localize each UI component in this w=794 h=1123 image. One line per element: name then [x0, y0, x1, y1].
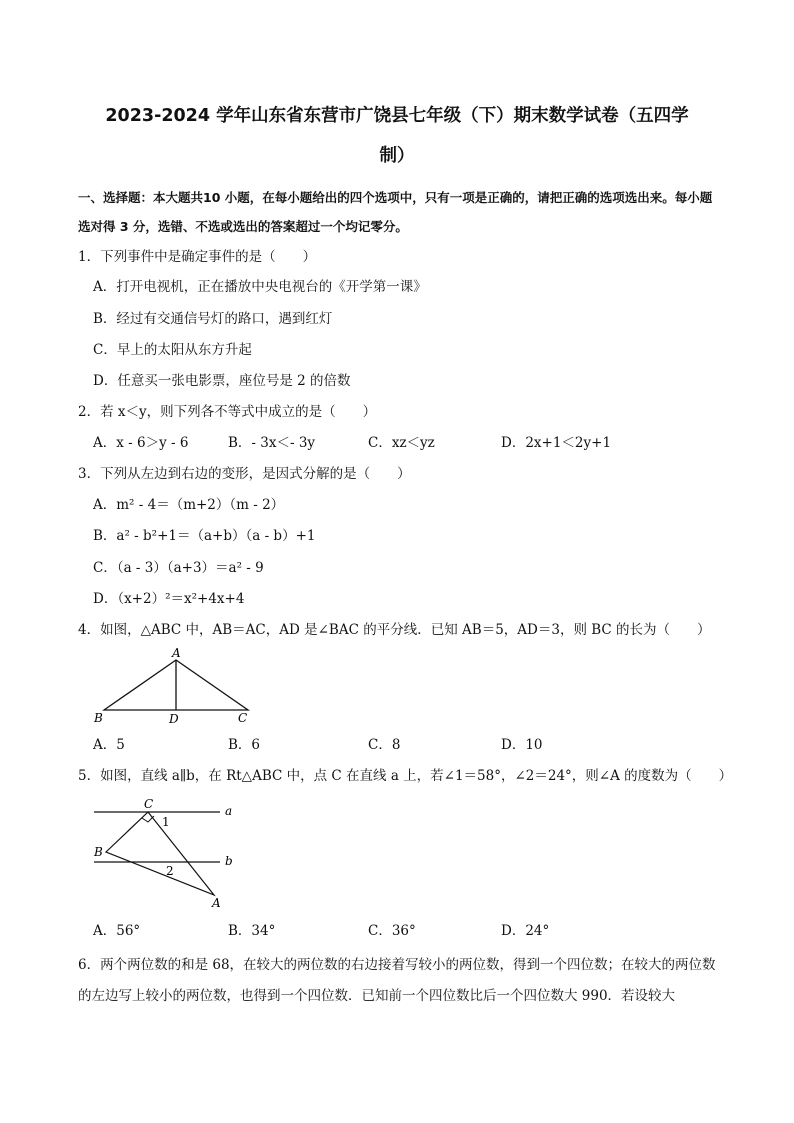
- q1-stem: 1．下列事件中是确定事件的是（ ）: [78, 249, 317, 265]
- q1-option-d: D．任意买一张电影票，座位号是 2 的倍数: [93, 373, 351, 389]
- q4-label-c: C: [238, 711, 248, 725]
- q3-stem: 3．下列从左边到右边的变形，是因式分解的是（ ）: [78, 466, 411, 482]
- q3-option-d: D．（x+2）²＝x²+4x+4: [93, 591, 245, 607]
- q3-option-b: B．a² - b²+1＝（a+b）（a - b）+1: [93, 528, 316, 544]
- q3-option-c: C．（a - 3）（a+3）＝a² - 9: [93, 560, 264, 576]
- q5-angle-2: 2: [166, 864, 174, 878]
- q1-option-c: C．早上的太阳从东方升起: [93, 342, 252, 358]
- q5-parallel-lines-figure: [88, 795, 248, 910]
- q3-option-a: A．m² - 4＝（m+2）（m - 2）: [93, 497, 285, 513]
- q4-stem: 4．如图，△ABC 中，AB＝AC，AD 是∠BAC 的平分线．已知 AB＝5，AD＝3，则 BC 的长为（ ）: [78, 622, 711, 638]
- exam-title: [72, 96, 722, 176]
- title-line-2: 制）: [379, 146, 415, 166]
- q5-stem: 5．如图，直线 a∥b，在 Rt△ABC 中，点 C 在直线 a 上，若∠1＝58°，∠2＝24°，则∠A 的度数为（ ）: [78, 768, 733, 784]
- q2-option-b: B．- 3x＜- 3y: [228, 435, 316, 451]
- q4-label-b: B: [94, 711, 103, 725]
- q5-label-b-point: B: [94, 845, 103, 859]
- q5-option-b: B．34°: [228, 923, 276, 939]
- q2-option-d: D．2x+1＜2y+1: [501, 435, 612, 451]
- q2-option-a: A．x - 6＞y - 6: [93, 435, 189, 451]
- section-heading: 一、选择题：本大题共10 小题，在每小题给出的四个选项中，只有一项是正确的，请把正确的选项选出来。每小题选对得 3 分，选错、不选或选出的答案超过一个均记零分。: [78, 190, 713, 234]
- q5-option-c: C．36°: [368, 923, 416, 939]
- q6-text: 6．两个两位数的和是 68，在较大的两位数的右边接着写较小的两位数，得到一个四位数；在较大的两位数的左边写上较小的两位数，也得到一个四位数．已知前一个四位数比后一个四位数大 990．若设较大: [78, 957, 716, 1004]
- q5-label-a-line: a: [225, 804, 233, 818]
- q2-option-c: C．xz＜yz: [368, 435, 435, 451]
- q4-label-d: D: [169, 712, 179, 726]
- q5-label-c: C: [144, 797, 154, 811]
- q4-option-c: C．8: [368, 737, 401, 753]
- q5-label-b-line: b: [225, 854, 233, 868]
- q5-angle-1: 1: [162, 815, 170, 829]
- q5-triangle-abc: [106, 812, 214, 895]
- q5-label-a-point: A: [212, 896, 221, 910]
- q4-option-d: D．10: [501, 737, 543, 753]
- q4-option-b: B．6: [228, 737, 261, 753]
- q4-option-a: A．5: [93, 737, 125, 753]
- q1-option-b: B．经过有交通信号灯的路口，遇到红灯: [93, 311, 333, 327]
- q2-stem: 2．若 x＜y，则下列各不等式中成立的是（ ）: [78, 404, 377, 420]
- q1-option-a: A．打开电视机，正在播放中央电视台的《开学第一课》: [93, 279, 427, 295]
- q5-option-d: D．24°: [501, 923, 550, 939]
- title-line-1: 2023-2024 学年山东省东营市广饶县七年级（下）期末数学试卷（五四学: [105, 106, 689, 126]
- q4-triangle-figure: [88, 645, 268, 729]
- q4-label-a: A: [172, 646, 181, 660]
- q5-option-a: A．56°: [93, 923, 141, 939]
